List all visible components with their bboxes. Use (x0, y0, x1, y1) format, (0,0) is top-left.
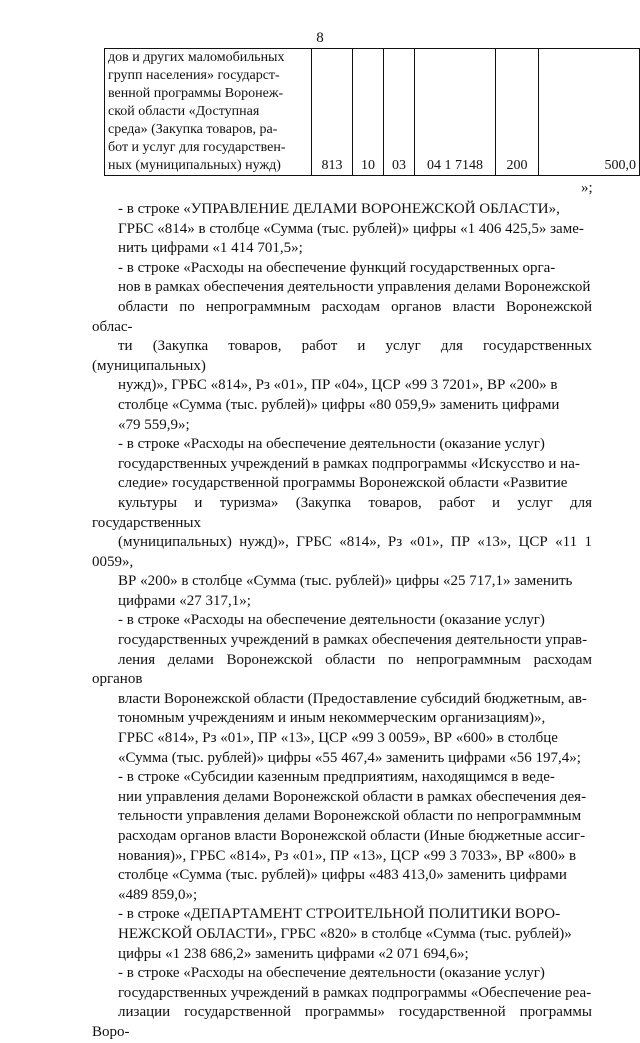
paragraph-line: - в строке «Расходы на обеспечение функций государственных орга- (118, 259, 556, 276)
budget-table (104, 48, 640, 176)
paragraph (92, 964, 592, 1042)
paragraph-line: власти Воронежской области (Предоставление субсидий бюджетным, ав- (118, 690, 587, 707)
table-cell-sum: 500,0 (539, 49, 640, 176)
paragraph-line: «79 559,9»; (118, 416, 190, 433)
table-cell-csr: 04 1 7148 (415, 49, 496, 176)
table-name-line: венной программы Воронеж- (108, 86, 284, 101)
paragraph-line: государственных учреждений в рамках обеспечения деятельности управ- (118, 632, 588, 649)
table-cell-grbs: 813 (312, 49, 353, 176)
paragraph-line: НЕЖСКОЙ ОБЛАСТИ», ГРБС «820» в столбце «Сумма (тыс. рублей)» (118, 925, 572, 942)
paragraph-line: - в строке «Субсидии казенным предприятиям, находящимся в веде- (118, 769, 555, 786)
paragraph-line: ГРБС «814», Рз «01», ПР «13», ЦСР «99 3 0059», ВР «600» в столбце (118, 730, 558, 747)
paragraph (92, 259, 592, 435)
table-closing-quote: »; (581, 180, 593, 196)
paragraph-line: «Сумма (тыс. рублей)» цифры «55 467,4» заменить цифрами «56 197,4»; (118, 749, 581, 766)
table-name-line: среда» (Закупка товаров, ра- (108, 122, 278, 137)
table-name-line: групп населения» государст- (108, 68, 280, 83)
table-cell-rz: 10 (353, 49, 384, 176)
paragraph-line: области по непрограммным расходам органов власти Воронежской облас- (92, 298, 592, 335)
paragraph-line: государственных учреждений в рамках подпрограммы «Искусство и на- (118, 455, 580, 472)
paragraph-line: цифрами «27 317,1»; (118, 592, 251, 609)
paragraph-line: лизации государственной программы» государственной программы Воро- (92, 1004, 592, 1040)
paragraph-line: «489 859,0»; (118, 886, 198, 903)
paragraph-line: нов в рамках обеспечения деятельности управления делами Воронежской (118, 279, 591, 296)
table-cell-name (105, 49, 312, 176)
paragraph-line: тельности управления делами Воронежской области по непрограммным (118, 808, 582, 825)
table-cell-pr: 03 (384, 49, 415, 176)
page-number: 8 (316, 30, 324, 46)
table-name-line: ных (муниципальных) нужд) (108, 158, 281, 173)
paragraph (92, 200, 592, 259)
paragraph-line: культуры и туризма» (Закупка товаров, работ и услуг для государственных (92, 494, 592, 531)
paragraph-line: ГРБС «814» в столбце «Сумма (тыс. рублей)» цифры «1 406 425,5» заме- (118, 220, 584, 237)
paragraph-line: (муниципальных) нужд)», ГРБС «814», Рз «01», ПР «13», ЦСР «11 1 0059», (92, 534, 592, 570)
paragraph (92, 611, 592, 768)
paragraph-line: - в строке «Расходы на обеспечение деятельности (оказание услуг) (118, 612, 545, 629)
paragraph-line: нии управления делами Воронежской области в рамках обеспечения дея- (118, 788, 587, 805)
paragraph-line: цифры «1 238 686,2» заменить цифрами «2 071 694,6»; (118, 945, 469, 962)
paragraph-line: нужд)», ГРБС «814», Рз «01», ПР «04», ЦСР «99 3 7201», ВР «200» в (118, 377, 558, 394)
paragraph-line: - в строке «Расходы на обеспечение деятельности (оказание услуг) (118, 436, 545, 453)
document-body (92, 200, 592, 1043)
paragraph-line: нить цифрами «1 414 701,5»; (118, 240, 303, 257)
paragraph (92, 435, 592, 611)
paragraph-line: столбце «Сумма (тыс. рублей)» цифры «80 059,9» заменить цифрами (118, 396, 560, 413)
paragraph-line: ВР «200» в столбце «Сумма (тыс. рублей)» цифры «25 717,1» заменить (118, 573, 573, 590)
paragraph-line: ти (Закупка товаров, работ и услуг для государственных (муниципальных) (92, 338, 592, 374)
paragraph-line: - в строке «Расходы на обеспечение деятельности (оказание услуг) (118, 965, 545, 982)
table-row (105, 49, 640, 176)
paragraph-line: ления делами Воронежской области по непрограммным расходам органов (92, 651, 592, 688)
paragraph-line: нования)», ГРБС «814», Рз «01», ПР «13», ЦСР «99 3 7033», ВР «800» в (118, 847, 577, 864)
table-name-line: бот и услуг для государствен- (108, 140, 286, 155)
paragraph-line: следие» государственной программы Воронежской области «Развитие (118, 475, 568, 492)
paragraph-line: расходам органов власти Воронежской области (Иные бюджетные ассиг- (118, 828, 586, 844)
paragraph-line: тономным учреждениям и иным некоммерческим организациям)», (118, 710, 546, 727)
paragraph-line: государственных учреждений в рамках подпрограммы «Обеспечение реа- (118, 984, 592, 1001)
paragraph (92, 768, 592, 905)
paragraph-line: - в строке «УПРАВЛЕНИЕ ДЕЛАМИ ВОРОНЕЖСКОЙ ОБЛАСТИ», (118, 201, 560, 217)
paragraph (92, 905, 592, 964)
table-cell-vr: 200 (496, 49, 539, 176)
paragraph-line: столбце «Сумма (тыс. рублей)» цифры «483 413,0» заменить цифрами (118, 867, 567, 884)
table-name-line: дов и других маломобильных (108, 50, 285, 65)
table-name-line: ской области «Доступная (108, 104, 260, 119)
paragraph-line: - в строке «ДЕПАРТАМЕНТ СТРОИТЕЛЬНОЙ ПОЛИТИКИ ВОРО- (118, 906, 561, 923)
